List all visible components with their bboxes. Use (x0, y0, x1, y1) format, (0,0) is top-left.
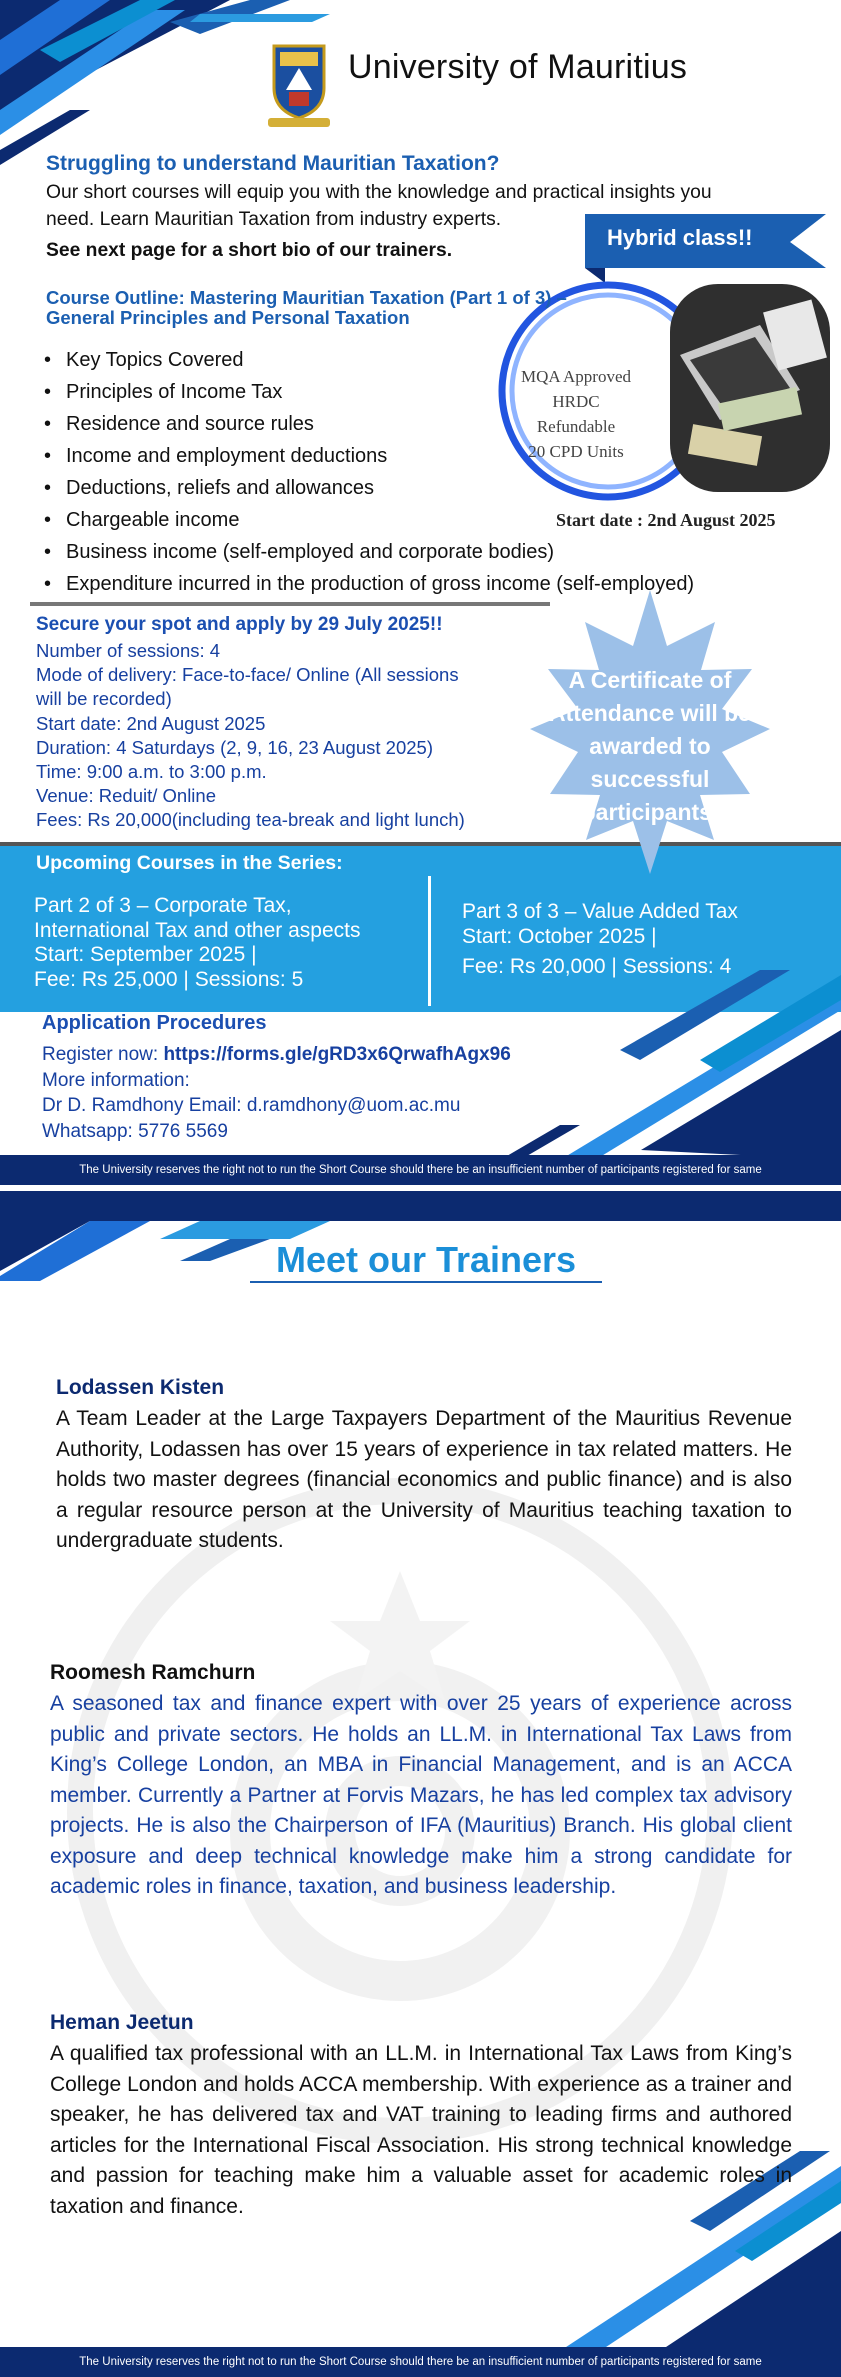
intro-line-1: Our short courses will equip you with the knowledge and practical insights you (46, 182, 712, 203)
accreditation-badge (512, 364, 640, 464)
trainer-bio: A qualified tax professional with an LL.M. in International Tax Laws from King’s College London and holds ACCA membership. With experience as a trainer and speaker, he has delivered tax and VAT training to leading firms and authored articles for the International Fiscal Association. His strong technical knowledge and passion for teaching make him a valuable asset for academic roles in taxation and finance. (50, 2042, 792, 2218)
topic-item: • Deductions, reliefs and allowances (44, 472, 694, 504)
topic-item: • Key Topics Covered (44, 344, 694, 376)
detail-venue: Venue: Reduit/ Online (36, 785, 216, 807)
start-date-note: Start date : 2nd August 2025 (556, 510, 776, 530)
intro-line-2: need. Learn Mauritian Taxation from industry experts. (46, 209, 502, 230)
detail-duration: Duration: 4 Saturdays (2, 9, 16, 23 August 2025) (36, 736, 433, 758)
detail-delivery-cont: will be recorded) (36, 688, 172, 710)
topic-item: • Chargeable income (44, 504, 694, 536)
contact-info: Dr D. Ramdhony Email: d.ramdhony@uom.ac.mu (42, 1095, 461, 1116)
whatsapp-info: Whatsapp: 5776 5569 (42, 1120, 228, 1142)
trainer-name: Lodassen Kisten (56, 1376, 225, 1399)
trainer-bio: A Team Leader at the Large Taxpayers Department of the Mauritius Revenue Authority, Lodassen has over 15 years of experience in tax related matters. He holds two master degrees (financial economics and public finance) and is also a regular resource person at the University of Mauritius teaching taxation to undergraduate students. (56, 1407, 792, 1552)
course-details (36, 639, 465, 833)
certificate-line: participants. (581, 799, 719, 825)
part3-line: Part 3 of 3 – Value Added Tax (462, 900, 738, 923)
part2-line: Fee: Rs 25,000 | Sessions: 5 (34, 967, 304, 991)
certificate-note (528, 664, 772, 829)
register-label: Register now: (42, 1044, 164, 1065)
accreditation-line: MQA Approved (520, 367, 632, 386)
intro-headline: Struggling to understand Mauritian Taxation? (46, 152, 500, 175)
detail-fees: Fees: Rs 20,000(including tea-break and light lunch) (36, 809, 465, 831)
part2-line: Start: September 2025 | (34, 943, 257, 966)
course-title-line-1: Course Outline: Mastering Mauritian Taxation (Part 1 of 3) – (46, 287, 567, 308)
certificate-line: successful (590, 766, 710, 792)
register-line (42, 1042, 511, 1068)
upcoming-heading: Upcoming Courses in the Series: (36, 852, 343, 874)
topic-item: • Principles of Income Tax (44, 376, 694, 408)
topic-item: • Income and employment deductions (44, 440, 694, 472)
part3-line: Start: October 2025 | (462, 924, 657, 948)
course-title-line-2: General Principles and Personal Taxation (46, 307, 410, 328)
detail-time: Time: 9:00 a.m. to 3:00 p.m. (36, 761, 267, 783)
detail-delivery: Mode of delivery: Face-to-face/ Online (All sessions (36, 664, 459, 686)
accreditation-line: HRDC (552, 392, 600, 411)
accreditation-line: Refundable (536, 417, 616, 436)
university-crest-icon (264, 38, 334, 128)
part3-course (462, 900, 738, 980)
part3-line: Fee: Rs 20,000 | Sessions: 4 (462, 955, 732, 978)
application-heading: Application Procedures (42, 1012, 267, 1034)
part2-line: Part 2 of 3 – Corporate Tax, (34, 894, 292, 917)
more-info-label: More information: (42, 1069, 190, 1091)
application-details (42, 1042, 511, 1144)
page1-disclaimer: The University reserves the right not to run the Short Course should there be an insufficient number of participants registered for same (0, 1155, 841, 1185)
accreditation-line: 20 CPD Units (528, 442, 624, 461)
certificate-line: awarded to (589, 733, 711, 759)
certificate-line: Attendance will be (549, 700, 751, 726)
page2-disclaimer: The University reserves the right not to run the Short Course should there be an insufficient number of participants registered for same (0, 2347, 841, 2377)
certificate-line: A Certificate of (568, 667, 732, 693)
trainers-heading: Meet our Trainers (275, 1239, 577, 1280)
topic-item: • Business income (self-employed and corporate bodies) (44, 536, 694, 568)
hybrid-badge: Hybrid class!! (607, 225, 753, 250)
trainer-name: Heman Jeetun (50, 2011, 194, 2034)
trainer-bio: A seasoned tax and finance expert with over 25 years of experience across public and private sectors. He holds an LL.M. in International Tax Laws from King’s College London, an MBA in Financial Management, and is an ACCA member. Currently a Partner at Forvis Mazars, he has led complex tax advisory projects. He is also the Chairperson of IFA (Mauritius) Branch. His global client exposure and deep technical knowledge make him a strong candidate for academic roles in finance, taxation, and business leadership. (50, 1692, 792, 1898)
registration-link[interactable]: https://forms.gle/gRD3x6QrwafhAgx96 (163, 1044, 511, 1065)
detail-start: Start date: 2nd August 2025 (36, 712, 266, 734)
detail-sessions: Number of sessions: 4 (36, 640, 221, 661)
trainers-note: See next page for a short bio of our trainers. (46, 240, 453, 261)
part2-line: International Tax and other aspects (34, 918, 361, 942)
topic-item: • Residence and source rules (44, 408, 694, 440)
trainer-name: Roomesh Ramchurn (50, 1661, 256, 1684)
flyer-page-2 (0, 1191, 841, 2377)
topic-item: • Expenditure incurred in the production of gross income (self-employed) (44, 568, 694, 600)
part2-course (34, 894, 361, 992)
apply-deadline: Secure your spot and apply by 29 July 2025!! (36, 614, 443, 635)
university-name: University of Mauritius (348, 48, 688, 86)
